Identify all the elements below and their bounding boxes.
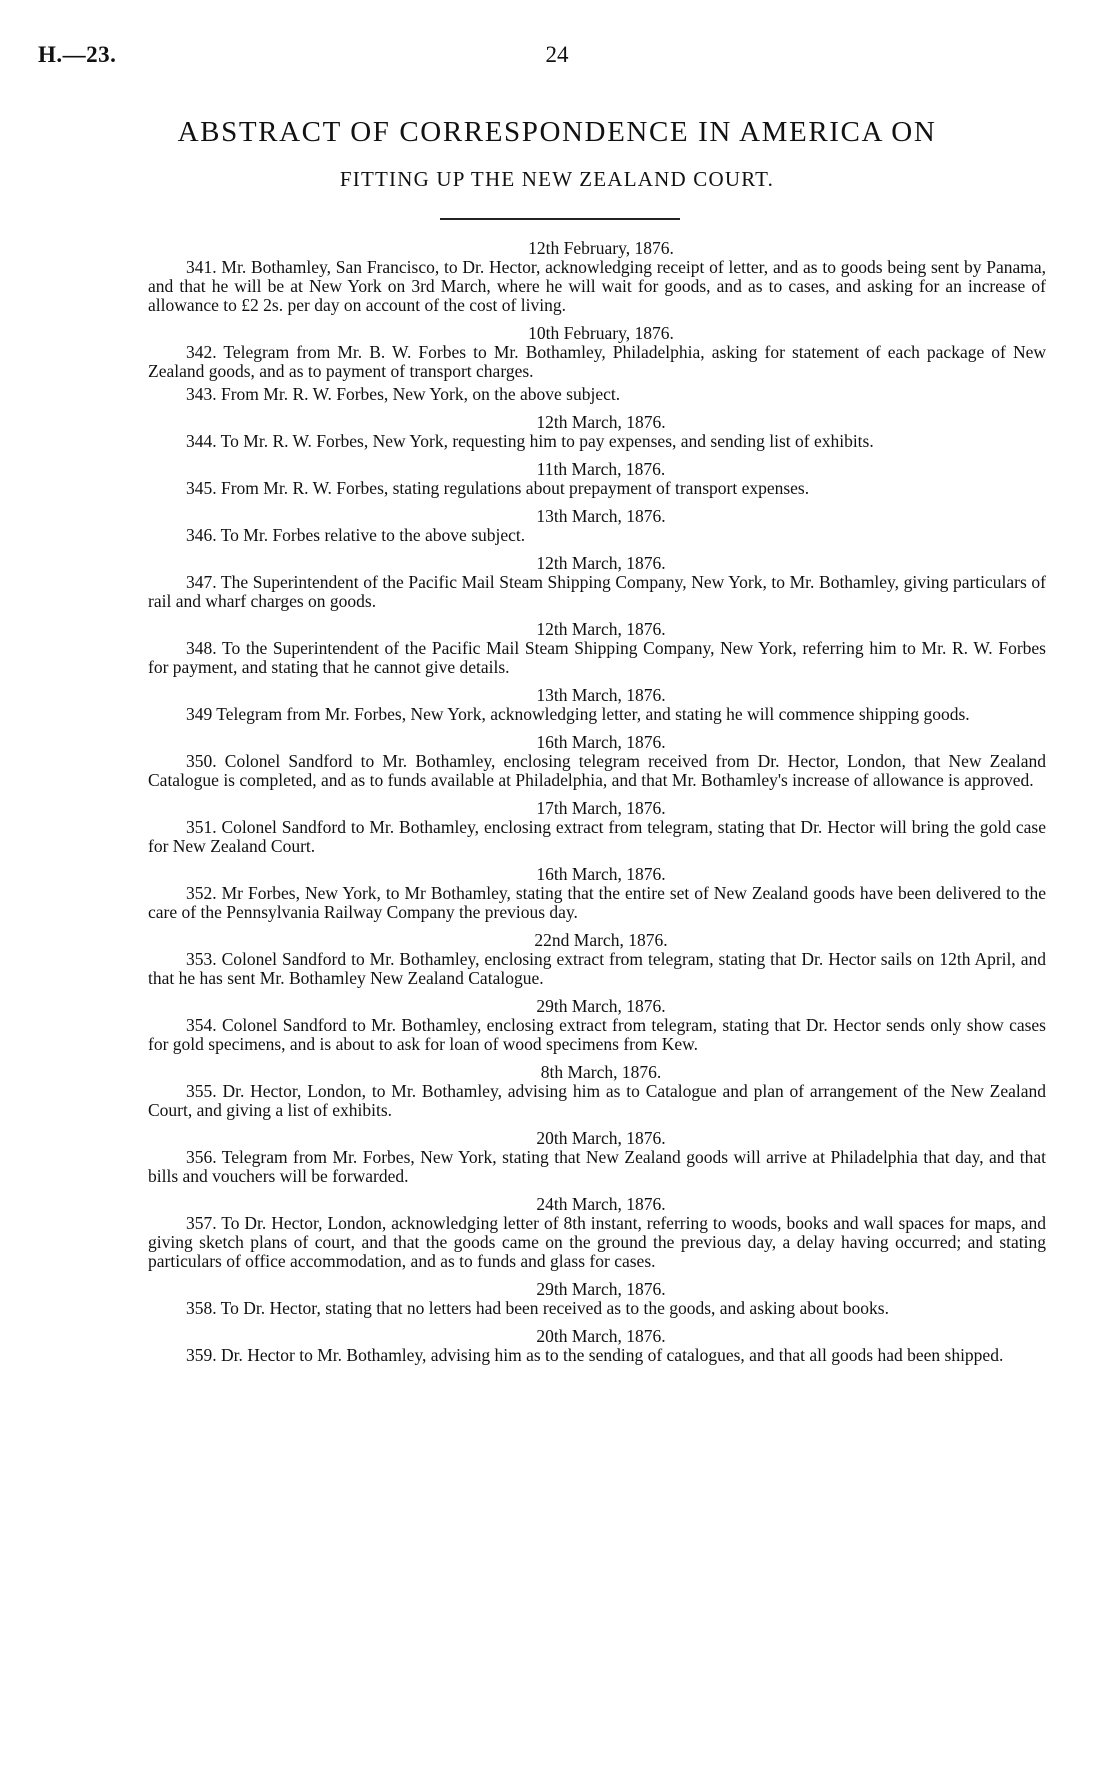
- entry: [148, 1279, 1046, 1318]
- entry-text: 348. To the Superintendent of the Pacific Mail Steam Shipping Company, New York, referring him to Mr. R. W. Forbes for payment, and stating that he cannot give details.: [148, 638, 1046, 677]
- entry-text: 350. Colonel Sandford to Mr. Bothamley, enclosing telegram received from Dr. Hector, London, that New Zealand Catalogue is completed, and as to funds available at Philadelphia, and that Mr. Bothamley's increase of allowance is approved.: [148, 751, 1046, 790]
- entry: [148, 506, 1046, 545]
- entry-date: 12th March, 1876.: [536, 619, 666, 639]
- entry-date: 10th February, 1876.: [528, 323, 674, 343]
- entry-text: 355. Dr. Hector, London, to Mr. Bothamley, advising him as to Catalogue and plan of arrangement of the New Zealand Court, and giving a list of exhibits.: [148, 1081, 1046, 1120]
- entry-text: 352. Mr Forbes, New York, to Mr Bothamley, stating that the entire set of New Zealand goods have been delivered to the care of the Pennsylvania Railway Company the previous day.: [148, 883, 1046, 922]
- entry-text: 343. From Mr. R. W. Forbes, New York, on the above subject.: [186, 384, 621, 404]
- entry-text: 357. To Dr. Hector, London, acknowledging letter of 8th instant, referring to woods, books and wall spaces for maps, and giving sketch plans of court, and that the goods came on the ground the previous day, a delay having occurred; and stating particulars of office accommodation, and as to funds and glass for cases.: [148, 1213, 1046, 1271]
- entry-text: 344. To Mr. R. W. Forbes, New York, requesting him to pay expenses, and sending list of exhibits.: [186, 431, 874, 451]
- entry-date: 29th March, 1876.: [536, 1279, 666, 1299]
- entry-text: 351. Colonel Sandford to Mr. Bothamley, enclosing extract from telegram, stating that Dr. Hector will bring the gold case for New Zealand Court.: [148, 817, 1046, 856]
- entry-text: 354. Colonel Sandford to Mr. Bothamley, enclosing extract from telegram, stating that Dr. Hector sends only show cases for gold specimens, and is about to ask for loan of wood specimens from Kew.: [148, 1015, 1046, 1054]
- document-reference: H.—23.: [38, 42, 117, 67]
- entry-text: 342. Telegram from Mr. B. W. Forbes to Mr. Bothamley, Philadelphia, asking for statement of each package of New Zealand goods, and as to payment of transport charges.: [148, 342, 1046, 381]
- entry-date: 29th March, 1876.: [536, 996, 666, 1016]
- entry-date: 20th March, 1876.: [536, 1128, 666, 1148]
- entry-text: 341. Mr. Bothamley, San Francisco, to Dr. Hector, acknowledging receipt of letter, and as to goods being sent by Panama, and that he will be at New York on 3rd March, where he will wait for goods, and as to cases, and asking for an increase of allowance to £2 2s. per day on account of the cost of living.: [148, 257, 1046, 315]
- entry-text: 358. To Dr. Hector, stating that no letters had been received as to the goods, and asking about books.: [186, 1298, 889, 1318]
- entry-date: 13th March, 1876.: [536, 506, 666, 526]
- entry-date: 12th March, 1876.: [536, 553, 666, 573]
- entry-date: 22nd March, 1876.: [534, 930, 668, 950]
- entry: [148, 1062, 1046, 1120]
- entry-date: 13th March, 1876.: [536, 685, 666, 705]
- entry-date: 20th March, 1876.: [536, 1326, 666, 1346]
- entry-text: 353. Colonel Sandford to Mr. Bothamley, enclosing extract from telegram, stating that Dr. Hector sails on 12th April, and that he has sent Mr. Bothamley New Zealand Catalogue.: [148, 949, 1046, 988]
- entry-text: 345. From Mr. R. W. Forbes, stating regulations about prepayment of transport expenses.: [186, 478, 810, 498]
- entry: [148, 1128, 1046, 1186]
- title-divider: [440, 218, 680, 220]
- entry-date: 12th March, 1876.: [536, 412, 666, 432]
- page-number: 24: [545, 42, 569, 67]
- entry: [148, 798, 1046, 856]
- entry-text: 349 Telegram from Mr. Forbes, New York, acknowledging letter, and stating he will commence shipping goods.: [186, 704, 970, 724]
- entry-text: 359. Dr. Hector to Mr. Bothamley, advising him as to the sending of catalogues, and that all goods had been shipped.: [186, 1345, 1004, 1365]
- entry: [148, 238, 1046, 315]
- entry-date: 16th March, 1876.: [536, 732, 666, 752]
- entry-text: 356. Telegram from Mr. Forbes, New York, stating that New Zealand goods will arrive at Philadelphia that day, and that bills and vouchers will be forwarded.: [148, 1147, 1046, 1186]
- entry: [148, 996, 1046, 1054]
- document-title: ABSTRACT OF CORRESPONDENCE IN AMERICA ON: [177, 116, 937, 148]
- entry: [148, 1194, 1046, 1271]
- entry-date: 16th March, 1876.: [536, 864, 666, 884]
- correspondence-list: [148, 238, 1046, 1373]
- entry-date: 11th March, 1876.: [536, 459, 666, 479]
- entry-date: 12th February, 1876.: [528, 238, 674, 258]
- entry-date: 8th March, 1876.: [540, 1062, 662, 1082]
- entry: [148, 459, 1046, 498]
- entry: [148, 553, 1046, 611]
- entry: [148, 619, 1046, 677]
- entry: [148, 412, 1046, 451]
- entry-text: 346. To Mr. Forbes relative to the above subject.: [186, 525, 526, 545]
- entry: [148, 323, 1046, 381]
- document-subtitle: FITTING UP THE NEW ZEALAND COURT.: [339, 167, 775, 191]
- entry: [148, 864, 1046, 922]
- entry: [148, 732, 1046, 790]
- entry-date: 17th March, 1876.: [536, 798, 666, 818]
- entry: [148, 930, 1046, 988]
- entry: [148, 685, 1046, 724]
- entry-date: 24th March, 1876.: [536, 1194, 666, 1214]
- entry-text: 347. The Superintendent of the Pacific Mail Steam Shipping Company, New York, to Mr. Bothamley, giving particulars of rail and wharf charges on goods.: [148, 572, 1046, 611]
- entry: [148, 385, 1046, 404]
- entry: [148, 1326, 1046, 1365]
